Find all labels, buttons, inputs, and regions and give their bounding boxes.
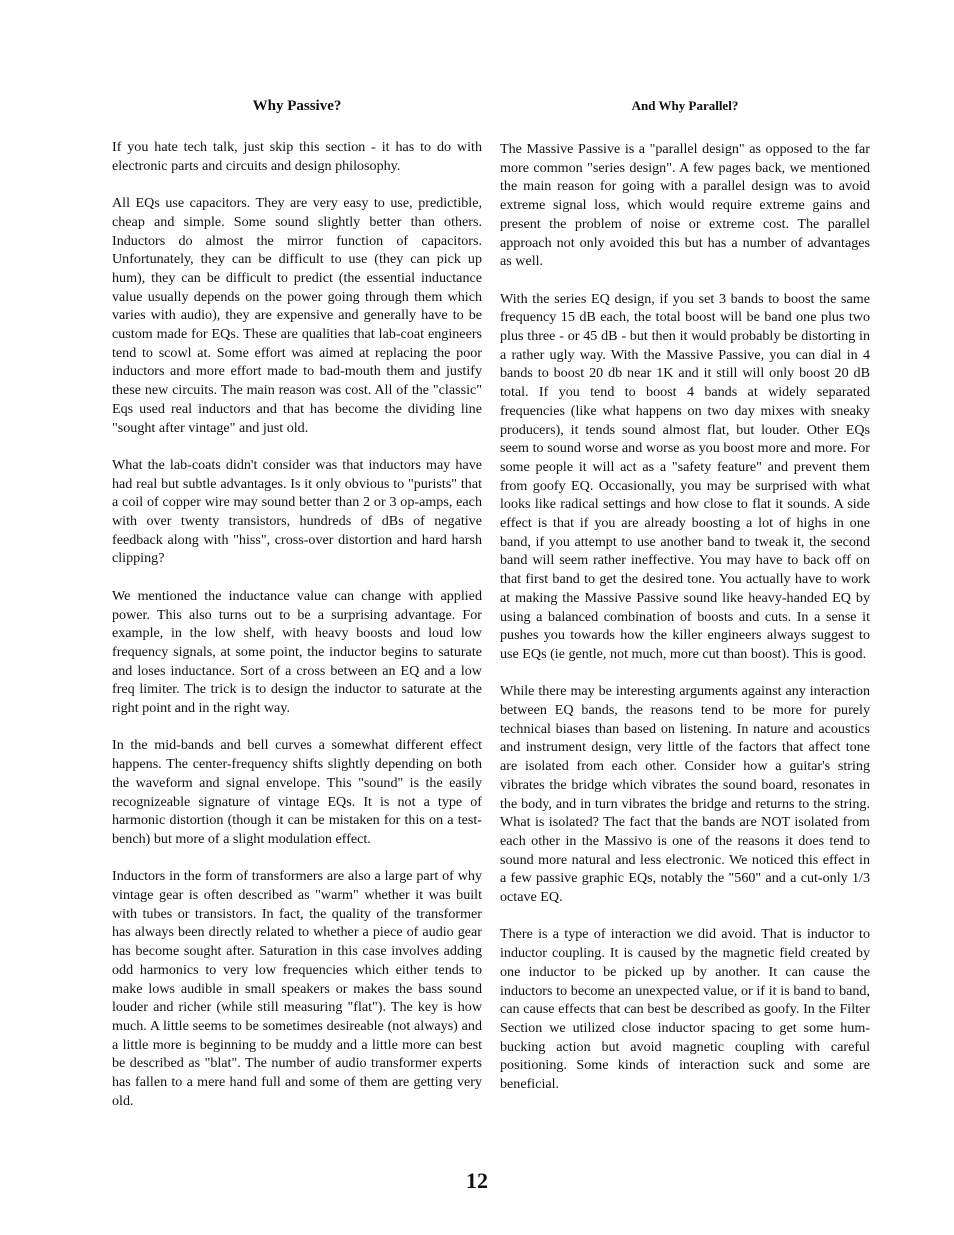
- paragraph: While there may be interesting arguments against any interaction between EQ bands, the reasons tend to be more for purely technical biases than based on listening. In nature and acoustics and instrument design, very little of the factors that affect tone are isolated from each other. Consider how a guitar's string vibrates the bridge which vibrates the sound board, resonates in the body, and in turn vibrates the bridge and returns to the string. What is isolated? The fact that the bands are NOT isolated from each other in the Massivo is one of the reasons it does tend to sound more natural and less electronic. We noticed this effect in a few passive graphic EQs, notably the "560" and a cut-only 1/3 octave EQ.: [500, 683, 870, 906]
- paragraph: In the mid-bands and bell curves a somewhat different effect happens. The center-frequency shifts slightly depending on both the waveform and signal envelope. This "sound" is the easily recognizeable signature of vintage EQs. It is not a type of harmonic distortion (though it can be mistaken for this on a test-bench) but more of a slight modulation effect.: [112, 737, 482, 847]
- page-number: 12: [466, 1168, 488, 1193]
- paragraph: With the series EQ design, if you set 3 bands to boost the same frequency 15 dB each, the total boost will be band one plus two plus three - or 45 dB - but then it would probably be distorting in a rather ugly way. With the Massive Passive, you can dial in 4 bands to boost 20 db near 1K and it still will only boost 20 dB total. If you tend to boost 4 bands at widely separated frequencies (like what happens on two day mixes with sneaky producers), it tends sound almost flat, but louder. Other EQs seem to sound worse and worse as you boost more and more. For some people it will act as a "safety feature" and prevent them from goofy EQ. Occasionally, you may be surprised with what looks like radical settings and how close to flat it sounds. A side effect is that if you are already boosting a lot of highs in one band, if you attempt to use another band to tweak it, the second band will seem rather ineffective. You may have to back off on that first band to get the desired tone. You actually have to work at making the Massive Passive sound like heavy-handed EQ by using a balanced combination of boosts and cuts. In a sense it pushes you towards how the killer engineers always suggest to use EQs (ie gentle, not much, more cut than boost). This is good.: [500, 290, 870, 662]
- paragraph: We mentioned the inductance value can change with applied power. This also turns out to be a surprising advantage. For example, in the low shelf, with heavy boosts and loud low frequency signals, at some point, the inductor begins to saturate and loses inductance. Sort of a cross between an EQ and a low freq limiter. The trick is to design the inductor to saturate at the right point and in the right way.: [112, 587, 482, 717]
- paragraph: All EQs use capacitors. They are very easy to use, predictible, cheap and simple. Some sound slightly better than others. Inductors do almost the mirror function of capacitors. Unfortunately, they can be difficult to use (they can pick up hum), they can be difficult to predict (the essential inductance value usually depends on the power going through them which varies with audio), they are expensive and generally have to be custom made for EQs. These are qualities that lab-coat engineers tend to scowl at. Some effort was aimed at replacing the poor inductors and more effort made to bad-mouth them and justify these new circuits. The main reason was cost. All of the "classic" Eqs used real inductors and that has become the dividing line "sought after vintage" and just old.: [112, 195, 482, 436]
- paragraph: If you hate tech talk, just skip this section - it has to do with electronic parts and circuits and design philosophy.: [112, 139, 482, 174]
- paragraph: What the lab-coats didn't consider was that inductors may have had real but subtle advantages. Is it only obvious to "purists" that a coil of copper wire may sound better than 2 or 3 op-amps, each with over twenty transistors, hundreds of dBs of negative feedback along with "hiss", cross-over distortion and hard harsh clipping?: [112, 456, 482, 567]
- left-column: [112, 96, 482, 1129]
- paragraph: Inductors in the form of transformers are also a large part of why vintage gear is often described as "warm" whether it was built with tubes or transistors. In fact, the quality of the transformer has always been directly related to whether a piece of audio gear has become sought after. Saturation in this case involves adding odd harmonics to very low frequencies which either tends to make lows audible in small speakers or makes the bass sound louder and richer (while still measuring "flat"). The key is how much. A little seems to be sometimes desireable (not always) and a little more is beginning to be muddy and a little more can best be described as "blat". The number of audio transformer experts has fallen to a mere hand full and some of them are getting very old.: [112, 868, 482, 1109]
- section-heading-why-parallel: And Why Parallel?: [631, 98, 739, 113]
- paragraph: The Massive Passive is a "parallel design" as opposed to the far more common "series design". A few pages back, we mentioned the main reason for going with a parallel design was to avoid extreme signal loss, which would require extreme gains and present the problem of noise or extreme cost. The parallel approach not only avoided this but has a number of advantages as well.: [500, 141, 870, 270]
- section-heading-why-passive: Why Passive?: [252, 98, 342, 114]
- paragraph: There is a type of interaction we did avoid. That is inductor to inductor coupling. It is caused by the magnetic field created by one inductor to be picked up by another. It can cause the inductors to become an unexpected value, or if it is band to band, can cause effects that can best be described as goofy. In the Filter Section we utilized close inductor spacing to get some hum-bucking action but avoid magnetic coupling with careful positioning. Some kinds of interaction suck and some are beneficial.: [500, 926, 870, 1093]
- right-column: [500, 96, 870, 1113]
